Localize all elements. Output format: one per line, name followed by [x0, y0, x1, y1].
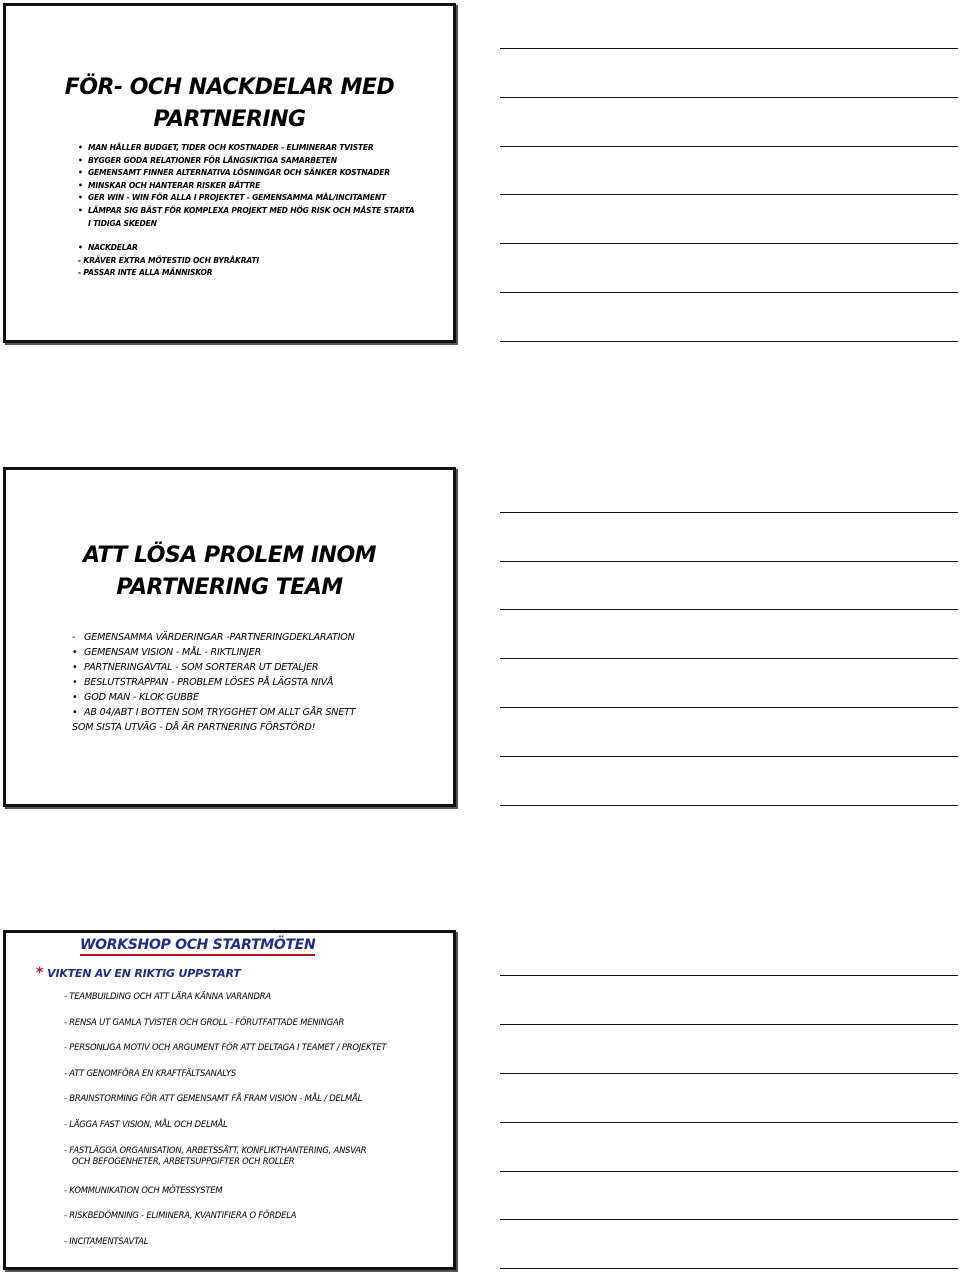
note-line	[500, 658, 958, 659]
slide-1-body	[78, 142, 418, 280]
note-line	[500, 243, 958, 244]
bullet-item: • MAN HÅLLER BUDGET, TIDER OCH KOSTNADER - ELIMINERAR TVISTER	[78, 142, 418, 155]
note-line	[500, 707, 958, 708]
note-line	[500, 975, 958, 976]
slide-1	[3, 3, 456, 343]
first-item: - GEMENSAMMA VÄRDERINGAR -PARTNERINGDEKLARATION	[72, 630, 412, 645]
list-item: - RISKBEDÖMNING - ELIMINERA, KVANTIFIERA O FÖRDELA	[64, 1210, 297, 1221]
slide-2-body	[72, 630, 412, 735]
list-item: - INCITAMENTSAVTAL	[64, 1235, 149, 1246]
note-line	[500, 609, 958, 610]
star-bullet: *	[36, 965, 44, 981]
bullet-item: • BYGGER GODA RELATIONER FÖR LÅNGSIKTIGA SAMARBETEN	[78, 155, 418, 168]
slide-1-title-line-2: PARTNERING	[153, 107, 306, 132]
slide-1-title	[6, 72, 453, 136]
note-line	[500, 194, 958, 195]
note-line	[500, 1219, 958, 1220]
bullet-item: • MINSKAR OCH HANTERAR RISKER BÄTTRE	[78, 180, 418, 193]
list-item	[64, 1145, 454, 1185]
note-line	[500, 1024, 958, 1025]
bullet-item-last-line-1: • AB 04/ABT I BOTTEN SOM TRYGGHET OM ALLT GÅR SNETT	[72, 705, 412, 720]
bullet-item: • GEMENSAMT FINNER ALTERNATIVA LÖSNINGAR OCH SÄNKER KOSTNADER	[78, 167, 418, 180]
note-line	[500, 805, 958, 806]
list-item-line-2: OCH BEFOGENHETER, ARBETSUPPGIFTER OCH ROLLER	[72, 1155, 295, 1166]
bullet-item: • LÄMPAR SIG BÄST FÖR KOMPLEXA PROJEKT MED HÖG RISK OCH MÅSTE STARTA I TIDIGA SKEDEN	[78, 205, 418, 230]
slide-2-title-line-2: PARTNERING TEAM	[116, 575, 343, 600]
note-line	[500, 1122, 958, 1123]
slide-1-title-line-1: FÖR- OCH NACKDELAR MED	[64, 75, 395, 100]
bullet-item: • GOD MAN - KLOK GUBBE	[72, 690, 412, 705]
bullet-item: • PARTNERINGAVTAL - SOM SORTERAR UT DETALJER	[72, 660, 412, 675]
slide-3	[3, 930, 456, 1270]
slide-3-list	[64, 991, 454, 1261]
slide-3-title: WORKSHOP OCH STARTMÖTEN	[80, 937, 315, 956]
note-line	[500, 1268, 958, 1269]
list-item: - RENSA UT GAMLA TVISTER OCH GROLL - FÖRUTFATTADE MENINGAR	[64, 1016, 345, 1027]
note-line	[500, 756, 958, 757]
bullet-item: • BESLUTSTRAPPAN - PROBLEM LÖSES PÅ LÄGSTA NIVÅ	[72, 675, 412, 690]
list-item-line-1: - FASTLÄGGA ORGANISATION, ARBETSSÄTT, KONFLIKTHANTERING, ANSVAR	[64, 1144, 367, 1155]
note-line	[500, 1171, 958, 1172]
slide-2-title-line-1: ATT LÖSA PROLEM INOM	[82, 543, 377, 568]
list-item: - ATT GENOMFÖRA EN KRAFTFÄLTSANALYS	[64, 1067, 236, 1078]
bullet-item: • GEMENSAM VISION - MÅL - RIKTLINJER	[72, 645, 412, 660]
note-line	[500, 512, 958, 513]
list-item: - BRAINSTORMING FÖR ATT GEMENSAMT FÅ FRAM VISION - MÅL / DELMÅL	[64, 1093, 363, 1104]
nackdel-item: - KRÄVER EXTRA MÖTESTID OCH BYRÅKRATI	[78, 255, 259, 265]
note-line	[500, 341, 958, 342]
note-line	[500, 48, 958, 49]
list-item: - LÄGGA FAST VISION, MÅL OCH DELMÅL	[64, 1118, 228, 1129]
bullet-item: • GER WIN - WIN FÖR ALLA I PROJEKTET - GEMENSAMMA MÅL/INCITAMENT	[78, 192, 418, 205]
note-line	[500, 292, 958, 293]
slide-2-title	[6, 540, 453, 604]
note-line	[500, 146, 958, 147]
subtitle-text: VIKTEN AV EN RIKTIG UPPSTART	[47, 967, 241, 980]
list-item: - TEAMBUILDING OCH ATT LÄRA KÄNNA VARANDRA	[64, 991, 271, 1001]
spacer	[78, 230, 418, 242]
list-item: - PERSONLIGA MOTIV OCH ARGUMENT FÖR ATT DELTAGA I TEAMET / PROJEKTET	[64, 1042, 387, 1053]
note-line	[500, 561, 958, 562]
slide-2	[3, 467, 456, 807]
note-line	[500, 1073, 958, 1074]
bullet-item-last-line-2: SOM SISTA UTVÄG - DÅ ÄR PARTNERING FÖRSTÖRD!	[72, 722, 316, 733]
list-item: - KOMMUNIKATION OCH MÖTESSYSTEM	[64, 1184, 223, 1195]
slide-3-subtitle	[36, 965, 241, 981]
nackdelar-label: • NACKDELAR	[78, 242, 418, 255]
nackdel-item: - PASSAR INTE ALLA MÄNNISKOR	[78, 268, 213, 278]
note-line	[500, 97, 958, 98]
